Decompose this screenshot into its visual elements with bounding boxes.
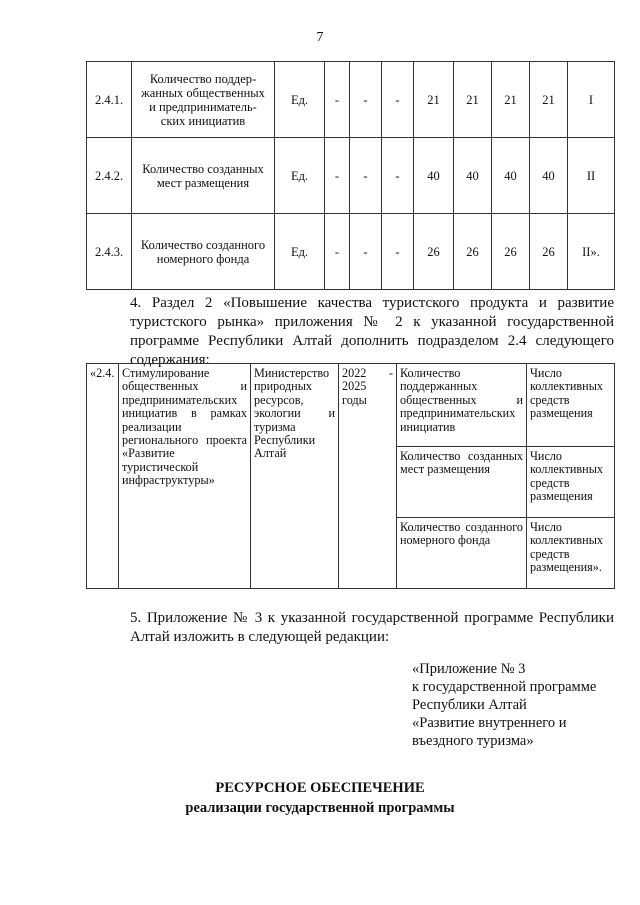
category-cell: I xyxy=(568,62,615,138)
indicator-name: Количество поддер-жанных общественных и предприниматель-ских инициатив xyxy=(132,62,275,138)
value-cell: - xyxy=(325,214,350,290)
result-link: Число коллективных средств размещения xyxy=(527,447,615,518)
result-indicator: Количество созданных мест размещения xyxy=(397,447,527,518)
page-number: 7 xyxy=(316,30,324,45)
value-cell: - xyxy=(325,62,350,138)
subsection-number: «2.4. xyxy=(87,364,119,589)
value-cell: 21 xyxy=(530,62,568,138)
unit: Ед. xyxy=(275,138,325,214)
table-row xyxy=(87,62,615,138)
value-cell: - xyxy=(350,138,382,214)
table-row xyxy=(87,214,615,290)
table-row xyxy=(87,138,615,214)
measure-name: Стимулирование общественных и предпринимательских инициатив в рамках реализации регионального проекта «Развитие туристической инфраструктуры» xyxy=(119,364,251,589)
period: 2022 - 2025 годы xyxy=(339,364,397,589)
appendix-caption: «Приложение № 3 к государственной программе Республики Алтай «Развитие внутреннего и въездного туризма» xyxy=(412,661,597,749)
value-cell: 21 xyxy=(414,62,454,138)
section-subheading: реализации государственной программы xyxy=(185,800,455,816)
value-cell: 26 xyxy=(492,214,530,290)
section-heading: РЕСУРСНОЕ ОБЕСПЕЧЕНИЕ xyxy=(215,780,425,796)
indicators-table xyxy=(86,61,615,290)
category-cell: II». xyxy=(568,214,615,290)
value-cell: 21 xyxy=(454,62,492,138)
value-cell: 40 xyxy=(492,138,530,214)
value-cell: - xyxy=(382,214,414,290)
row-number: 2.4.1. xyxy=(87,62,132,138)
value-cell: - xyxy=(350,214,382,290)
table-row xyxy=(87,364,615,447)
result-indicator: Количество поддержанных общественных и предпринимательских инициатив xyxy=(397,364,527,447)
value-cell: 40 xyxy=(414,138,454,214)
result-link: Число коллективных средств размещения». xyxy=(527,518,615,589)
row-number: 2.4.3. xyxy=(87,214,132,290)
executor: Министерство природных ресурсов, экологии и туризма Республики Алтай xyxy=(251,364,339,589)
value-cell: 40 xyxy=(454,138,492,214)
indicator-name: Количество созданного номерного фонда xyxy=(132,214,275,290)
result-indicator: Количество созданного номерного фонда xyxy=(397,518,527,589)
unit: Ед. xyxy=(275,62,325,138)
value-cell: 21 xyxy=(492,62,530,138)
value-cell: 26 xyxy=(454,214,492,290)
paragraph-4: 4. Раздел 2 «Повышение качества туристского продукта и развитие туристского рынка» приложения № 2 к указанной государственной программе Республики Алтай дополнить подразделом 2.4 следующего содержания: xyxy=(130,295,614,368)
value-cell: - xyxy=(382,138,414,214)
value-cell: - xyxy=(350,62,382,138)
unit: Ед. xyxy=(275,214,325,290)
row-number: 2.4.2. xyxy=(87,138,132,214)
subsection-table xyxy=(86,363,615,589)
paragraph-5: 5. Приложение № 3 к указанной государственной программе Республики Алтай изложить в следующей редакции: xyxy=(130,610,614,645)
value-cell: - xyxy=(325,138,350,214)
value-cell: - xyxy=(382,62,414,138)
value-cell: 40 xyxy=(530,138,568,214)
value-cell: 26 xyxy=(414,214,454,290)
value-cell: 26 xyxy=(530,214,568,290)
result-link: Число коллективных средств размещения xyxy=(527,364,615,447)
indicator-name: Количество созданных мест размещения xyxy=(132,138,275,214)
category-cell: II xyxy=(568,138,615,214)
